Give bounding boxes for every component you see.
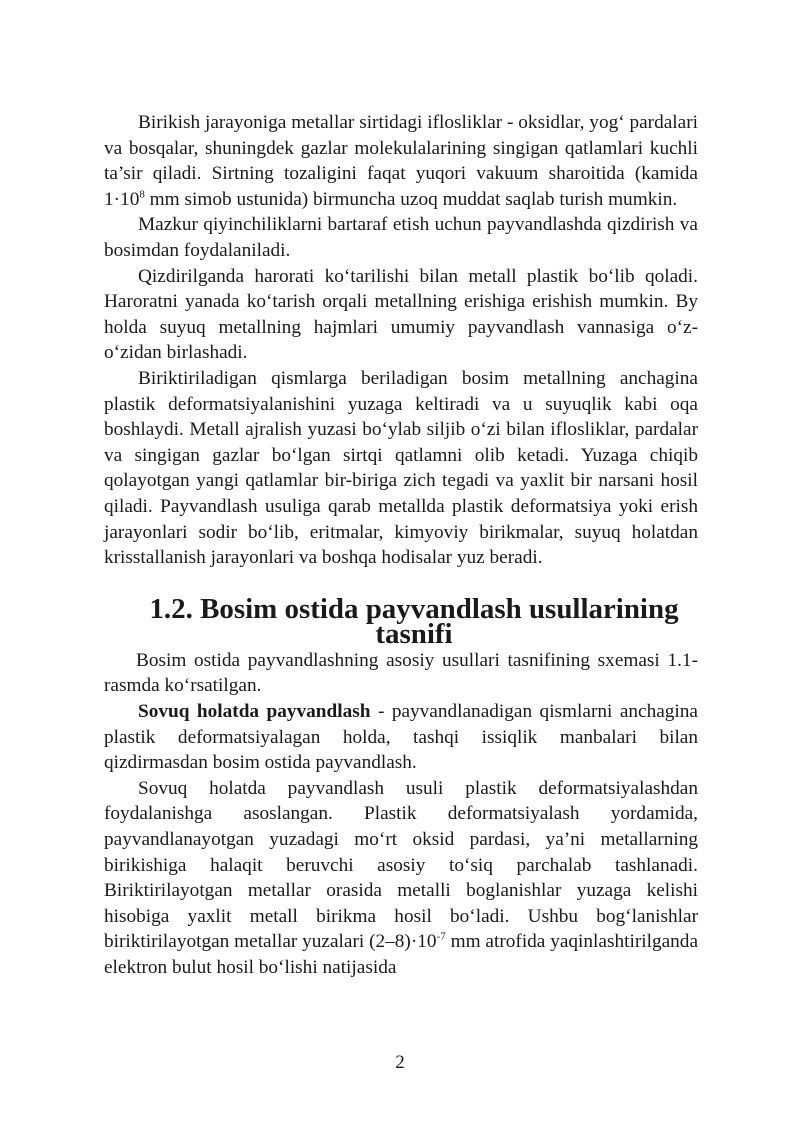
superscript-exponent: -7 xyxy=(436,930,446,943)
paragraph-cold-welding-method xyxy=(104,776,698,981)
superscript-exponent: 8 xyxy=(139,188,145,201)
paragraph-text: Sovuq holatda payvandlash usuli plastik deformatsiyalashdan foydalanishga asoslangan. Plastik deformatsiyalash yordamida, payvandlanayotgan yuzadagi mo‘rt oksid pardasi, ya’ni metallarning birikishiga halaqit beruvchi asosiy to‘siq parchalab tashlanadi. Biriktirilayotgan metallar orasida metalli boglanishlar yuzaga kelishi hisobiga yaxlit metall birikma hosil bo‘ladi. Ushbu bog‘lanishlar biriktirilayotgan metallar yuzalari (2–8)·10 xyxy=(104,777,698,953)
term-bold: Sovuq holatda payvandlash xyxy=(138,701,371,723)
paragraph-text: mm simob ustunida) birmuncha uzoq muddat saqlab turish mumkin. xyxy=(144,188,678,210)
paragraph-heating: Qizdirilganda harorati ko‘tarilishi bilan metall plastik bo‘lib qoladi. Haroratni yanada ko‘tarish orqali metallning erishiga erishish mumkin. By holda suyuq metallning hajmlari umumiy payvandlash vannasiga o‘z-o‘zidan birlashadi. xyxy=(104,265,698,364)
paragraph-contamination xyxy=(104,110,698,212)
section-heading: 1.2. Bosim ostida payvandlash usullarining tasnifi xyxy=(149,592,679,651)
paragraph-text: Birikish jarayoniga metallar sirtidagi iflosliklar - oksidlar, yog‘ pardalari va bosqalar, shuningdek gazlar molekulalarining singigan qatlamlari kuchli ta’sir qiladi. Sirtning tozaligini faqat yuqori vakuum sharoitida (kamida 1·10 xyxy=(104,112,698,210)
paragraph-heating-pressure: Mazkur qiyinchiliklarni bartaraf etish uchun payvandlashda qizdirish va bosimdan foydalaniladi. xyxy=(104,214,698,261)
paragraph-text: - payvandlanadigan qismlarni anchagina plastik deformatsiyalagan holda, tashqi issiqlik manbalari bilan qizdirmasdan bosim ostida payvandlash. xyxy=(104,701,698,774)
paragraph-cold-welding-definition xyxy=(104,699,698,776)
paragraph-pressure-deformation: Biriktiriladigan qismlarga beriladigan bosim metallning anchagina plastik deformatsiyalanishini yuzaga keltiradi va u suyuqlik kabi oqa boshlaydi. Metall ajralish yuzasi bo‘ylab siljib o‘zi bilan iflosliklar, pardalar va singigan gazlar bo‘lgan sirtqi qatlamni olib ketadi. Yuzaga chiqib qolayotgan yangi qatlamlar bir-biriga zich tegadi va yaxlit bir narsani hosil qiladi. Payvandlash usuliga qarab metallda plastik deformatsiya yoki erish jarayonlari sodir bo‘lib, eritmalar, kimyoviy birikmalar, suyuq holatdan krisstallanish jarayonlari va boshqa hodisalar yuz beradi. xyxy=(104,367,698,569)
document-page xyxy=(104,110,698,981)
paragraph-text: mm atrofida yaqinlashtirilganda elektron bulut hosil bo‘lishi natijasida xyxy=(104,931,698,978)
paragraph-classification: Bosim ostida payvandlashning asosiy usullari tasnifining sxemasi 1.1-rasmda ko‘rsatilgan. xyxy=(104,649,698,697)
page-number: 2 xyxy=(395,1052,405,1073)
